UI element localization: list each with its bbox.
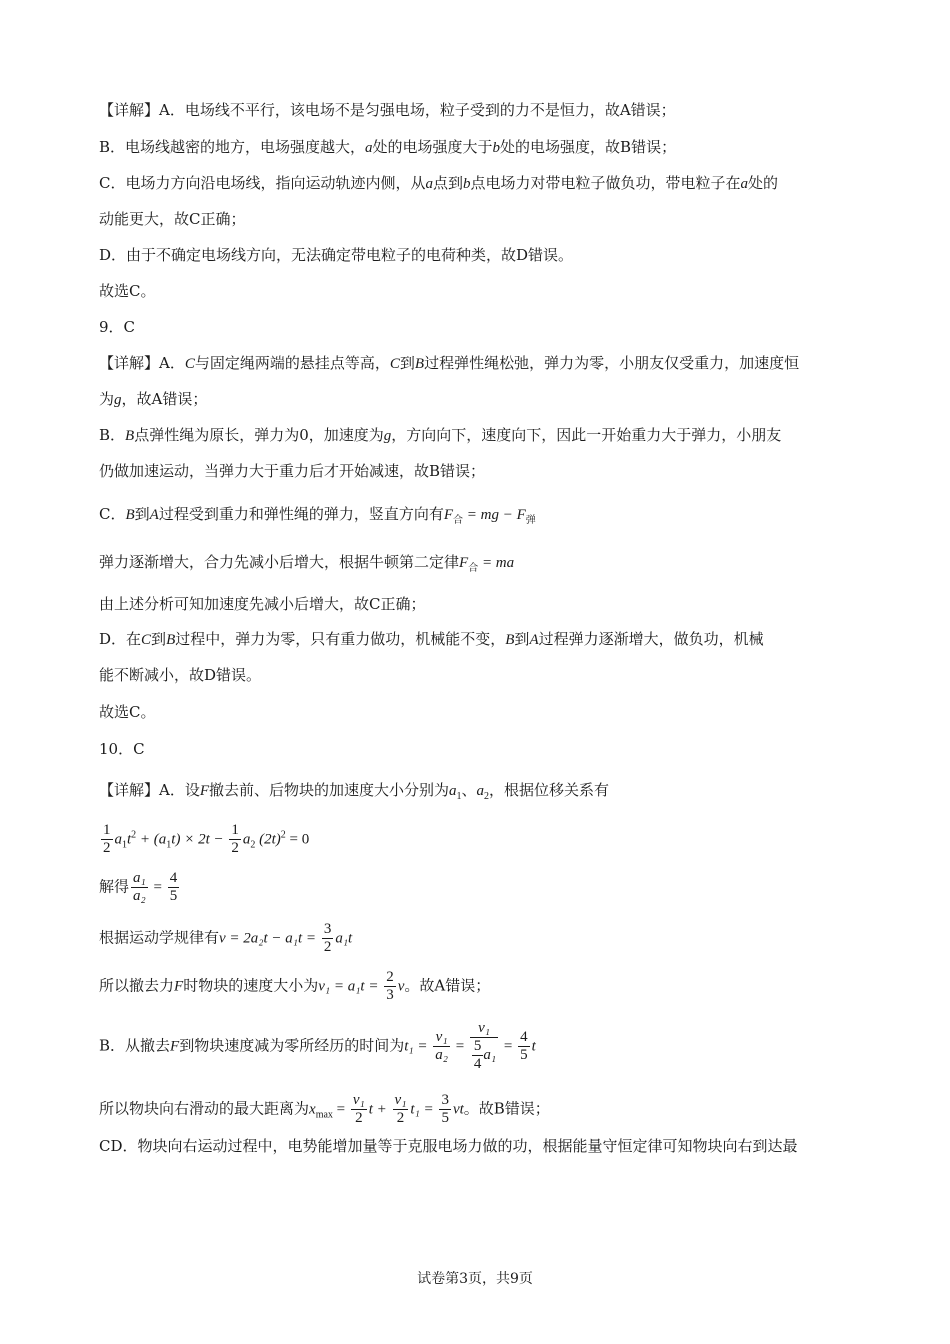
- fraction: $\frac{\text{a₁}}{\text{a₂}}$: [133, 870, 146, 904]
- text-line: [99, 137, 676, 158]
- text-run: 解得: [99, 877, 130, 896]
- equation: 根据运动学规律有v = 2a₂t − a₁t = $\frac{3}{2}$ a₁t: [99, 921, 353, 955]
- text-run: 撤去前、后物块的加速度大小分别为: [209, 781, 450, 799]
- text-line: 能不断减小，故D错误。: [99, 666, 262, 684]
- math-var: b: [492, 140, 501, 156]
- question-number: 9．C: [99, 318, 136, 336]
- math-var: b: [463, 176, 471, 192]
- text-run: 处的电场强度大于: [372, 138, 493, 156]
- fraction: $\frac{4}{5}$: [520, 1029, 528, 1063]
- text-run: 点到: [432, 174, 463, 192]
- math-var: C: [184, 356, 195, 372]
- text-run: 到: [151, 630, 167, 648]
- text-run: 处的: [748, 174, 779, 192]
- text-run: C．电场力方向沿电场线，指向运动轨迹内侧，从: [99, 174, 426, 192]
- fraction: $\frac{1}{2}$: [231, 822, 239, 856]
- equation: $\frac{1}{2}$ $a_1t^2 + (a_1t) \times 2t$ − $\frac{1}{2}$ $a_2$ $(2t)^2 = 0$: [103, 822, 310, 856]
- text-run: 、: [461, 781, 477, 799]
- equation: 所以撤去力F时物块的速度大小为v₁ = a₁t = $\frac{2}{3}$ v。故A错误；: [99, 969, 491, 1003]
- math-var: A: [529, 632, 539, 648]
- text-run: 所以撤去力: [99, 976, 175, 995]
- fraction: $\frac{1}{2}$: [103, 822, 111, 856]
- text-line: [99, 629, 764, 650]
- math-var: $a_2$: [476, 783, 490, 802]
- text-line: 【详解】A．电场线不平行，该电场不是匀强电场，粒子受到的力不是恒力，故A错误；: [99, 101, 676, 119]
- text-line: 故选C。: [99, 282, 156, 300]
- text-run: 【详解】A．: [99, 354, 185, 372]
- fraction: $\frac{3}{5}$: [441, 1092, 449, 1126]
- fraction: $\frac{\text{v₁}}{2}$: [352, 1092, 365, 1126]
- text-run: 所以物块向右滑动的最大距离为: [99, 1099, 310, 1118]
- text-run: D．在: [99, 630, 142, 648]
- text-run: 过程受到重力和弹性绳的弹力，竖直方向有: [158, 505, 444, 523]
- math-var: $a_1$: [449, 783, 462, 802]
- page-footer: 试卷第3页，共9页: [417, 1271, 533, 1287]
- text-run: 。故B错误；: [463, 1099, 550, 1118]
- text-run: C．: [99, 505, 126, 523]
- text-run: ，故A错误；: [121, 390, 208, 408]
- question-number: 10．C: [99, 740, 145, 758]
- text-line: [99, 504, 536, 525]
- text-run: B．: [99, 426, 126, 444]
- math-var: a: [740, 176, 749, 192]
- math-var: a: [425, 176, 433, 192]
- text-run: 【详解】A．设: [99, 781, 200, 799]
- text-line: CD．物块向右运动过程中，电势能增加量等于克服电场力做的功，根据能量守恒定律可知物块向右到达最: [99, 1137, 798, 1155]
- math-var: g: [114, 392, 122, 408]
- formula: $F_合$ = mg − $F_弹$: [443, 507, 536, 526]
- text-line: 故选C。: [99, 703, 156, 721]
- equation: 所以物块向右滑动的最大距离为$x_{max}$ = $\frac{\text{v₁}}{2}$ t + $\frac{\text{v₁}}{2}$ t₁ = $\frac{3}{5}$ vt。故B错误；: [99, 1092, 550, 1126]
- fraction: v₁ $\frac{5}{4}$ a₁: [470, 1020, 498, 1073]
- math-var: B: [166, 632, 176, 648]
- text-run: 与固定绳两端的悬挂点等高，: [194, 354, 390, 372]
- text-run: 时物块的速度大小为: [183, 976, 319, 995]
- math-var: C: [389, 356, 400, 372]
- formula: $F_合$ = ma: [459, 555, 515, 574]
- text-line: [99, 353, 799, 374]
- text-run: 到物块速度减为零所经历的时间为: [179, 1036, 405, 1055]
- fraction: $\frac{3}{2}$: [323, 921, 332, 955]
- text-line: 动能更大，故C正确；: [99, 210, 246, 228]
- math-var: B: [125, 428, 135, 444]
- math-var: C: [141, 632, 152, 648]
- text-run: 过程中，弹力为零，只有重力做功，机械能不变，: [175, 630, 506, 648]
- text-run: B．从撤去: [99, 1036, 171, 1055]
- math-var: B: [125, 507, 135, 523]
- text-line: [99, 552, 514, 573]
- text-run: 弹力逐渐增大，合力先减小后增大，根据牛顿第二定律: [99, 553, 460, 571]
- math-var: B: [505, 632, 515, 648]
- equation: 解得 $\frac{\text{a₁}}{\text{a₂}}$ = $\frac{4}{5}$: [99, 870, 178, 904]
- text-line: 仍做加速运动，当弹力大于重力后才开始减速，故B错误；: [99, 462, 486, 480]
- text-line: [99, 780, 609, 801]
- text-run: 到: [399, 354, 415, 372]
- text-line: [99, 425, 781, 446]
- text-run: 点弹性绳为原长，弹力为0，加速度为: [134, 426, 384, 444]
- math-var: A: [149, 507, 159, 523]
- text-run: 。故A错误；: [404, 976, 491, 995]
- text-run: ，根据位移关系有: [489, 781, 610, 799]
- text-run: 到: [514, 630, 530, 648]
- fraction: $\frac{\text{v₁}}{2}$: [394, 1092, 407, 1126]
- fraction: $\frac{\text{v₁}}{\text{a₂}}$: [435, 1029, 448, 1063]
- fraction: $\frac{4}{5}$: [169, 870, 178, 904]
- text-line: [99, 389, 207, 410]
- text-line: 由上述分析可知加速度先减小后增大，故C正确；: [99, 595, 426, 613]
- text-line: [99, 173, 778, 194]
- text-run: 过程弹性绳松弛，弹力为零，小朋友仅受重力，加速度恒: [424, 354, 800, 372]
- math-var: a: [365, 140, 373, 156]
- fraction: $\frac{2}{3}$: [386, 969, 394, 1003]
- text-run: 根据运动学规律有: [99, 928, 220, 947]
- text-run: 处的电场强度，故B错误；: [500, 138, 677, 156]
- math-var: F: [199, 783, 210, 799]
- text-run: 过程弹力逐渐增大，做负功，机械: [538, 630, 764, 648]
- text-run: 到: [134, 505, 150, 523]
- text-run: 点电场力对带电粒子做负功，带电粒子在: [470, 174, 741, 192]
- equation: B．从撤去F到物块速度减为零所经历的时间为t₁ = $\frac{\text{v₁}}{\text{a₂}}$ = v₁ $\frac{5}{4}$ a₁ = $\frac{4}{5}$ t: [99, 1020, 536, 1072]
- text-run: B．电场线越密的地方，电场强度越大，: [99, 138, 366, 156]
- text-line: D．由于不确定电场线方向，无法确定带电粒子的电荷种类，故D错误。: [99, 246, 574, 264]
- text-run: ，方向向下，速度向下，因此一开始重力大于弹力，小朋友: [391, 426, 782, 444]
- math-var: g: [383, 428, 392, 444]
- math-var: B: [414, 356, 425, 372]
- text-run: 为: [99, 390, 115, 408]
